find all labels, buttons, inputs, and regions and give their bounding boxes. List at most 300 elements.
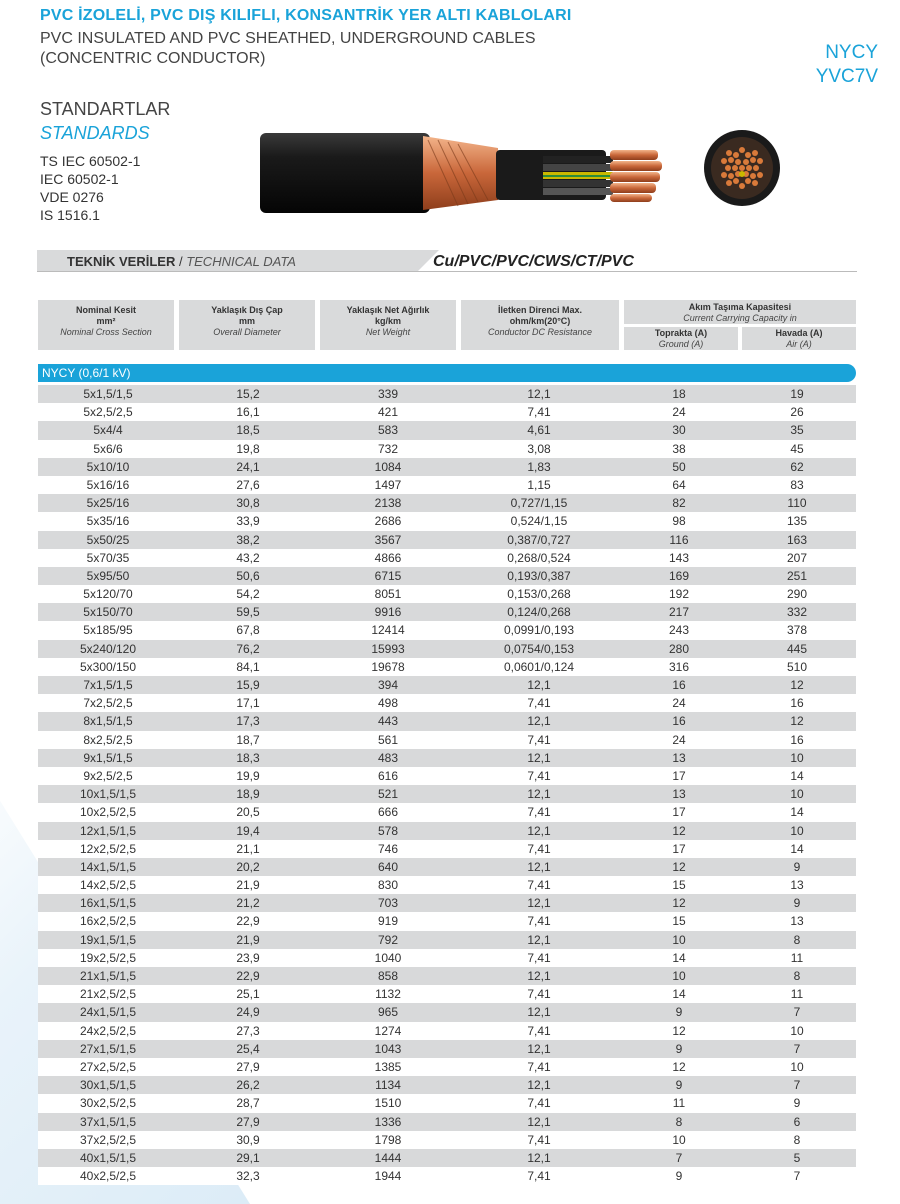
cell-resistance: 7,41 [527,405,551,420]
cell-diameter: 21,1 [236,841,260,856]
cell-resistance: 7,41 [527,1023,551,1038]
cell-diameter: 22,9 [236,914,260,929]
cell-cross-section: 14x2,5/2,5 [79,878,137,893]
cell-air: 445 [786,641,808,656]
cell-resistance: 12,1 [527,859,551,874]
cell-weight: 1134 [375,1078,401,1093]
cell-weight: 12414 [371,623,405,638]
table-row [38,822,856,840]
cell-ground: 24 [672,405,686,420]
cell-air: 12 [790,714,804,729]
cell-resistance: 4,61 [527,423,551,438]
cell-air: 9 [793,896,801,911]
cell-air: 14 [790,841,804,856]
cell-weight: 1132 [375,987,401,1002]
cell-weight: 6715 [374,568,402,583]
table-row [38,1149,856,1167]
table-row [38,840,856,858]
cell-air: 251 [786,568,808,583]
table-row [38,531,856,549]
cell-resistance: 12,1 [527,1150,551,1165]
cell-air: 10 [790,787,804,802]
cell-diameter: 15,2 [236,387,260,401]
cell-weight: 858 [377,969,399,983]
cable-construction: Cu/PVC/PVC/CWS/CT/PVC [433,253,634,270]
cell-diameter: 20,5 [236,805,260,820]
cell-cross-section: 8x1,5/1,5 [83,714,133,729]
table-row [38,494,856,512]
table-row [38,1076,856,1094]
standards-title-tr: STANDARTLAR [40,99,171,119]
cell-cross-section: 5x25/16 [86,496,130,511]
cell-air: 378 [786,623,808,638]
cell-air: 11 [790,950,804,965]
cell-ground: 9 [675,1078,683,1093]
cell-air: 7 [793,1078,801,1093]
cell-ground: 24 [672,696,686,711]
cell-diameter: 30,8 [236,496,260,511]
cell-ground: 12 [672,1023,686,1038]
cell-air: 207 [786,550,808,565]
cell-cross-section: 24x1,5/1,5 [79,1005,137,1020]
table-row [38,603,856,621]
table-row [38,894,856,912]
cell-cross-section: 40x1,5/1,5 [79,1150,137,1165]
cell-air: 10 [790,1023,804,1038]
cell-weight: 1497 [374,477,402,492]
cell-ground: 30 [672,423,686,438]
standards-list [40,152,140,224]
table-row [38,1022,856,1040]
cell-diameter: 25,1 [236,987,260,1002]
cell-resistance: 7,41 [527,950,551,965]
cell-resistance: 12,1 [527,714,551,729]
cell-air: 14 [790,805,804,820]
cell-resistance: 12,1 [527,387,551,401]
cell-cross-section: 5x300/150 [79,659,137,674]
cell-cross-section: 5x70/35 [86,550,130,565]
cell-cross-section: 8x2,5/2,5 [83,732,133,747]
cell-diameter: 18,3 [236,750,260,765]
cell-cross-section: 10x2,5/2,5 [79,805,137,820]
cell-resistance: 0,387/0,727 [507,532,571,547]
cell-cross-section: 5x240/120 [79,641,137,656]
table-row [38,658,856,676]
cell-weight: 1040 [374,950,402,965]
title-english [40,29,536,69]
cell-resistance: 0,193/0,387 [507,568,571,583]
table-row [38,640,856,658]
cell-resistance: 7,41 [527,1132,551,1147]
cell-diameter: 21,2 [236,896,260,911]
table-row [38,1058,856,1076]
cell-cross-section: 27x2,5/2,5 [79,1059,137,1074]
cell-cross-section: 7x2,5/2,5 [83,696,133,711]
cell-ground: 8 [675,1114,683,1129]
cell-air: 13 [790,878,804,893]
cell-cross-section: 5x4/4 [93,423,123,438]
cell-diameter: 15,9 [236,678,260,692]
table-row [38,731,856,749]
cell-cross-section: 30x2,5/2,5 [79,1096,137,1111]
cell-resistance: 7,41 [527,878,551,893]
cell-ground: 24 [672,732,686,747]
cell-cross-section: 14x1,5/1,5 [79,859,137,874]
cell-diameter: 24,1 [236,459,260,474]
cell-resistance: 12,1 [527,1005,551,1020]
cell-resistance: 7,41 [527,1096,551,1111]
cell-diameter: 24,9 [236,1005,260,1020]
cell-weight: 616 [377,768,399,783]
cell-ground: 16 [672,678,686,692]
cell-diameter: 33,9 [236,514,260,529]
cell-cross-section: 5x2,5/2,5 [83,405,133,420]
cell-air: 8 [793,932,801,947]
cell-ground: 17 [672,841,686,856]
table-row [38,403,856,421]
cell-weight: 498 [377,696,399,711]
cell-resistance: 0,0754/0,153 [503,641,575,656]
cell-air: 290 [786,587,808,602]
header-capacity: Akım Taşıma Kapasitesi Current Carrying Capacity in [624,300,856,324]
cell-resistance: 0,524/1,15 [510,514,568,529]
cell-diameter: 25,4 [236,1041,260,1056]
cell-weight: 561 [377,732,399,747]
cell-resistance: 7,41 [527,1059,551,1074]
cell-diameter: 17,1 [236,696,260,711]
cell-diameter: 84,1 [236,659,260,674]
cell-weight: 394 [377,678,399,692]
cell-ground: 316 [668,659,690,674]
cell-ground: 143 [668,550,690,565]
cell-air: 19 [790,387,804,401]
table-row [38,912,856,930]
cell-air: 110 [787,496,807,511]
cell-ground: 10 [672,1132,686,1147]
cell-ground: 17 [672,805,686,820]
cell-resistance: 12,1 [527,823,551,838]
cell-cross-section: 21x1,5/1,5 [79,969,137,983]
cell-diameter: 21,9 [236,878,260,893]
title-english-line1: PVC INSULATED AND PVC SHEATHED, UNDERGROUND CABLES [40,30,536,47]
cell-diameter: 19,4 [236,823,260,838]
cell-cross-section: 9x1,5/1,5 [83,750,133,765]
cell-air: 83 [790,477,804,492]
cell-air: 10 [790,750,804,765]
cell-cross-section: 16x1,5/1,5 [79,896,137,911]
cell-weight: 640 [377,859,399,874]
cell-resistance: 0,727/1,15 [510,496,568,511]
cell-cross-section: 5x50/25 [86,532,130,547]
cell-diameter: 26,2 [236,1078,260,1093]
cell-weight: 830 [377,878,399,893]
cell-ground: 64 [672,477,686,492]
cell-air: 11 [790,987,804,1002]
cell-weight: 578 [377,823,399,838]
cell-resistance: 0,268/0,524 [507,550,571,565]
cell-weight: 443 [377,714,399,729]
cell-resistance: 7,41 [527,732,551,747]
table-row [38,385,856,403]
cell-air: 9 [793,859,801,874]
cell-air: 16 [790,732,804,747]
cell-ground: 192 [668,587,690,602]
cell-resistance: 0,124/0,268 [507,605,571,620]
cell-diameter: 16,1 [236,405,260,420]
table-row [38,1003,856,1021]
table-row [38,421,856,439]
cell-ground: 9 [675,1041,683,1056]
cell-air: 7 [793,1041,801,1056]
table-row [38,876,856,894]
cell-weight: 1274 [374,1023,402,1038]
cell-ground: 169 [668,568,690,583]
table-row [38,458,856,476]
cell-weight: 732 [377,441,399,456]
cell-ground: 12 [672,1059,686,1074]
cell-weight: 1084 [374,459,402,474]
table-row [38,1040,856,1058]
cell-air: 14 [790,768,804,783]
header-air: Havada (A) Air (A) [742,327,856,350]
group-header-nycy: NYCY (0,6/1 kV) [38,364,856,382]
table-row [38,694,856,712]
cell-resistance: 7,41 [527,841,551,856]
header-weight: Yaklaşık Net Ağırlık kg/km Net Weight [320,300,456,350]
standard-item: VDE 0276 [40,189,104,205]
cell-diameter: 17,3 [236,714,260,729]
cell-ground: 15 [672,878,686,893]
cell-weight: 3567 [374,532,402,547]
cable-code-nycy: NYCY [825,42,878,63]
cell-diameter: 50,6 [236,568,260,583]
cell-resistance: 1,83 [527,459,551,474]
cell-cross-section: 5x185/95 [83,623,133,638]
cell-resistance: 3,08 [527,441,551,456]
table-row [38,1113,856,1131]
cell-diameter: 18,5 [236,423,260,438]
cell-ground: 9 [675,1005,683,1020]
cell-diameter: 54,2 [236,587,260,602]
cell-air: 332 [786,605,808,620]
cell-air: 45 [790,441,804,456]
cell-air: 35 [790,423,804,438]
table-row [38,967,856,985]
cell-resistance: 12,1 [527,787,551,802]
cell-diameter: 19,9 [236,768,260,783]
cell-diameter: 22,9 [236,969,260,983]
cell-resistance: 7,41 [527,768,551,783]
table-row [38,1167,856,1185]
cell-resistance: 12,1 [527,932,551,947]
cell-weight: 8051 [374,587,402,602]
cell-weight: 703 [377,896,399,911]
cell-air: 9 [793,1096,801,1111]
cell-air: 7 [793,1169,801,1184]
cell-resistance: 12,1 [527,1078,551,1093]
cell-cross-section: 21x2,5/2,5 [79,987,137,1002]
table-row [38,621,856,639]
cell-diameter: 20,2 [236,859,260,874]
cell-weight: 746 [377,841,399,856]
table-row [38,712,856,730]
cell-air: 7 [793,1005,801,1020]
cell-cross-section: 40x2,5/2,5 [79,1169,137,1184]
cell-resistance: 12,1 [527,969,551,983]
cell-ground: 18 [672,387,686,401]
cell-resistance: 7,41 [527,987,551,1002]
cell-diameter: 32,3 [236,1169,260,1184]
cell-resistance: 7,41 [527,914,551,929]
cell-ground: 10 [672,969,686,983]
cell-resistance: 12,1 [527,678,551,692]
cell-diameter: 27,6 [236,477,260,492]
cell-weight: 421 [377,405,399,420]
table-row [38,949,856,967]
cell-cross-section: 5x120/70 [83,587,133,602]
cell-diameter: 19,8 [236,441,260,456]
cell-cross-section: 37x2,5/2,5 [79,1132,137,1147]
table-row [38,585,856,603]
cell-ground: 10 [672,932,686,947]
cell-ground: 15 [672,914,686,929]
cell-cross-section: 5x1,5/1,5 [83,387,133,401]
table-row [38,749,856,767]
cell-weight: 583 [377,423,399,438]
cell-air: 12 [790,678,804,692]
table-row [38,676,856,694]
cell-ground: 12 [672,896,686,911]
standard-item: IEC 60502-1 [40,171,119,187]
cell-resistance: 7,41 [527,805,551,820]
cell-weight: 1385 [374,1059,402,1074]
cell-diameter: 59,5 [236,605,260,620]
cell-weight: 1944 [374,1169,402,1184]
cell-air: 62 [790,459,804,474]
cell-ground: 82 [672,496,686,511]
cell-cross-section: 24x2,5/2,5 [79,1023,137,1038]
cell-cross-section: 7x1,5/1,5 [83,678,133,692]
cell-cross-section: 5x10/10 [86,459,130,474]
table-row [38,549,856,567]
cell-air: 5 [793,1150,801,1165]
cell-weight: 919 [377,914,399,929]
cell-ground: 217 [668,605,690,620]
cell-ground: 11 [672,1096,686,1111]
cell-diameter: 27,9 [236,1059,260,1074]
cell-air: 8 [793,969,801,983]
cell-ground: 13 [672,750,686,765]
header-ground: Toprakta (A) Ground (A) [624,327,738,350]
cell-air: 13 [790,914,804,929]
cell-cross-section: 5x6/6 [93,441,123,456]
cell-air: 510 [786,659,808,674]
cell-ground: 280 [668,641,690,656]
cell-diameter: 18,7 [236,732,260,747]
cell-resistance: 0,0601/0,124 [503,659,575,674]
table-row [38,767,856,785]
technical-data-label: TEKNİK VERİLER / TECHNICAL DATA [67,254,296,269]
table-row [38,858,856,876]
cell-resistance: 1,15 [527,477,551,492]
cell-diameter: 76,2 [236,641,260,656]
cell-weight: 19678 [371,659,405,674]
table-row [38,803,856,821]
cell-air: 163 [786,532,808,547]
cell-weight: 792 [377,932,399,947]
cell-air: 26 [790,405,804,420]
cell-weight: 4866 [374,550,402,565]
cable-cross-section-image [702,128,782,208]
title-english-line2: (CONCENTRIC CONDUCTOR) [40,50,266,67]
cell-resistance: 0,0991/0,193 [503,623,575,638]
cable-side-image [258,128,698,218]
table-row [38,567,856,585]
cell-weight: 1510 [374,1096,402,1111]
table-row [38,931,856,949]
cell-weight: 2138 [374,496,402,511]
cell-diameter: 21,9 [236,932,260,947]
cell-diameter: 27,3 [236,1023,260,1038]
cell-ground: 9 [675,1169,683,1184]
cell-cross-section: 12x2,5/2,5 [79,841,137,856]
cell-resistance: 12,1 [527,1041,551,1056]
table-row [38,440,856,458]
table-row [38,512,856,530]
cell-diameter: 38,2 [236,532,260,547]
cell-diameter: 29,1 [236,1150,260,1165]
cell-weight: 2686 [374,514,402,529]
cell-diameter: 23,9 [236,950,260,965]
cell-ground: 98 [672,514,686,529]
cell-weight: 965 [377,1005,399,1020]
cell-diameter: 27,9 [236,1114,260,1129]
cell-ground: 12 [672,823,686,838]
cell-air: 16 [790,696,804,711]
cell-weight: 9916 [374,605,402,620]
table-row [38,476,856,494]
cell-cross-section: 19x1,5/1,5 [79,932,137,947]
cell-ground: 50 [672,459,686,474]
cell-diameter: 28,7 [236,1096,260,1111]
cell-resistance: 12,1 [527,1114,551,1129]
cell-weight: 483 [377,750,399,765]
cell-cross-section: 5x35/16 [86,514,130,529]
cell-diameter: 18,9 [236,787,260,802]
cell-ground: 116 [669,532,689,547]
cell-ground: 243 [668,623,690,638]
cell-cross-section: 9x2,5/2,5 [83,768,133,783]
standards-title-en: STANDARDS [40,123,150,143]
cell-cross-section: 10x1,5/1,5 [79,787,137,802]
cell-cross-section: 12x1,5/1,5 [79,823,137,838]
cell-air: 10 [790,1059,804,1074]
standard-item: TS IEC 60502-1 [40,153,141,169]
cell-ground: 16 [672,714,686,729]
header-diameter: Yaklaşık Dış Çap mm Overall Diameter [179,300,315,350]
cell-weight: 1798 [374,1132,402,1147]
cell-diameter: 30,9 [236,1132,260,1147]
cell-cross-section: 27x1,5/1,5 [79,1041,137,1056]
data-table-body [38,385,856,1185]
cell-ground: 14 [672,987,686,1002]
cell-ground: 12 [672,859,686,874]
cell-air: 8 [793,1132,801,1147]
cell-resistance: 12,1 [527,750,551,765]
cable-code-yvc7v: YVC7V [815,66,878,87]
cell-air: 6 [793,1114,801,1129]
cell-ground: 38 [672,441,686,456]
